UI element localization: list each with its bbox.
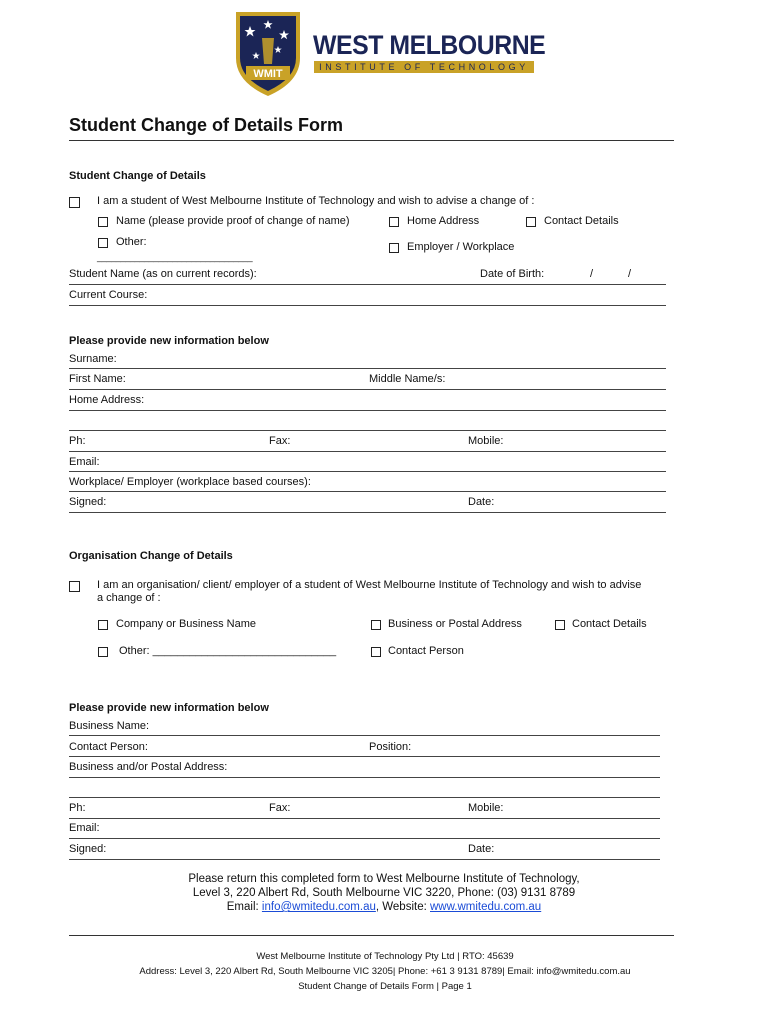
workplace-field-line[interactable] — [69, 491, 666, 492]
footer-line-2: Address: Level 3, 220 Albert Rd, South Melbourne VIC 3205| Phone: +61 3 9131 8789| Email: info@wmitedu.com.au — [139, 966, 631, 977]
other-label: Other: — [116, 236, 147, 248]
contact-person-checkbox[interactable] — [371, 647, 381, 657]
org-ph-label: Ph: — [69, 802, 86, 814]
org-declaration-line-2: a change of : — [97, 592, 161, 604]
return-note — [69, 872, 699, 914]
middle-names-label: Middle Name/s: — [369, 373, 446, 385]
home-address-field-line-1[interactable] — [69, 410, 666, 411]
first-name-label: First Name: — [69, 373, 126, 385]
contact-person-field-line[interactable] — [69, 756, 660, 757]
student-declaration-checkbox[interactable] — [69, 197, 80, 208]
business-address-checkbox[interactable] — [371, 620, 381, 630]
logo-text: WMIT — [253, 68, 283, 80]
home-address-label: Home Address — [407, 215, 480, 227]
email-field-line[interactable] — [69, 471, 666, 472]
website-prefix: , Website: — [375, 901, 430, 913]
footer-line-1: West Melbourne Institute of Technology Pty Ltd | RTO: 45639 — [256, 951, 514, 962]
org-signed-field-line[interactable] — [69, 859, 660, 860]
name-change-label: Name (please provide proof of change of name) — [116, 215, 350, 227]
employer-checkbox[interactable] — [389, 243, 399, 253]
org-contact-details-label: Contact Details — [572, 618, 647, 630]
home-address-field-line-2[interactable] — [69, 430, 666, 431]
postal-address-label: Business and/or Postal Address: — [69, 761, 228, 773]
employer-label: Employer / Workplace — [407, 241, 515, 253]
org-date-label: Date: — [468, 843, 495, 855]
dob-separator-2: / — [628, 268, 632, 280]
signed-field-line[interactable] — [69, 512, 666, 513]
website-link[interactable]: www.wmitedu.com.au — [430, 901, 542, 913]
contact-person-field-label: Contact Person: — [69, 741, 148, 753]
dob-separator-1: / — [590, 268, 594, 280]
org-declaration-line-1: I am an organisation/ client/ employer of a student of West Melbourne Institute of Technology and wish to advise — [97, 579, 642, 591]
position-label: Position: — [369, 741, 412, 753]
org-email-field-line[interactable] — [69, 838, 660, 839]
contact-details-checkbox[interactable] — [526, 217, 536, 227]
company-name-checkbox[interactable] — [98, 620, 108, 630]
contact-person-label: Contact Person — [388, 645, 464, 657]
home-address-checkbox[interactable] — [389, 217, 399, 227]
org-fax-label: Fax: — [269, 802, 291, 814]
footer-line-3: Student Change of Details Form | Page 1 — [298, 981, 472, 992]
org-other-label: Other: ______________________________ — [119, 645, 337, 657]
footer-divider — [69, 935, 674, 936]
student-name-field-line[interactable] — [69, 284, 666, 285]
form-title: Student Change of Details Form — [69, 115, 344, 135]
email-prefix: Email: — [226, 901, 262, 913]
org-email-label: Email: — [69, 822, 100, 834]
mobile-label: Mobile: — [468, 435, 504, 447]
other-line[interactable]: _________________________________ — [97, 252, 253, 262]
business-address-label: Business or Postal Address — [388, 618, 522, 630]
wmit-shield-logo — [232, 8, 304, 98]
footer — [40, 949, 730, 994]
title-divider — [69, 140, 674, 141]
surname-label: Surname: — [69, 353, 117, 365]
names-field-line[interactable] — [69, 389, 666, 390]
postal-address-field-line-2[interactable] — [69, 797, 660, 798]
org-new-info-heading: Please provide new information below — [69, 702, 269, 714]
student-new-info-heading: Please provide new information below — [69, 335, 269, 347]
surname-field-line[interactable] — [69, 368, 666, 369]
workplace-label: Workplace/ Employer (workplace based courses): — [69, 476, 311, 488]
student-section-heading: Student Change of Details — [69, 170, 206, 182]
student-name-label: Student Name (as on current records): — [69, 268, 257, 280]
brand-name: WEST MELBOURNE — [313, 30, 546, 60]
org-other-checkbox[interactable] — [98, 647, 108, 657]
other-checkbox[interactable] — [98, 238, 108, 248]
current-course-field-line[interactable] — [69, 305, 666, 306]
org-declaration-checkbox[interactable] — [69, 581, 80, 592]
postal-address-field-line-1[interactable] — [69, 777, 660, 778]
return-note-line-3 — [69, 900, 699, 914]
org-mobile-label: Mobile: — [468, 802, 504, 814]
org-section-heading: Organisation Change of Details — [69, 550, 233, 562]
business-name-label: Business Name: — [69, 720, 150, 732]
email-label: Email: — [69, 456, 100, 468]
brand-subtitle: INSTITUTE OF TECHNOLOGY — [314, 61, 534, 73]
org-contact-details-checkbox[interactable] — [555, 620, 565, 630]
dob-label: Date of Birth: — [480, 268, 545, 280]
date-label: Date: — [468, 496, 495, 508]
org-signed-label: Signed: — [69, 843, 107, 855]
business-name-field-line[interactable] — [69, 735, 660, 736]
org-phone-field-line[interactable] — [69, 818, 660, 819]
contact-details-label: Contact Details — [544, 215, 619, 227]
current-course-label: Current Course: — [69, 289, 148, 301]
fax-label: Fax: — [269, 435, 291, 447]
return-note-line-1: Please return this completed form to West Melbourne Institute of Technology, — [188, 873, 580, 885]
email-link[interactable]: info@wmitedu.com.au — [261, 901, 376, 913]
return-note-line-2: Level 3, 220 Albert Rd, South Melbourne VIC 3220, Phone: (03) 9131 8789 — [192, 887, 576, 899]
company-name-label: Company or Business Name — [116, 618, 257, 630]
phone-field-line[interactable] — [69, 451, 666, 452]
home-address-field-label: Home Address: — [69, 394, 145, 406]
ph-label: Ph: — [69, 435, 86, 447]
signed-label: Signed: — [69, 496, 107, 508]
name-change-checkbox[interactable] — [98, 217, 108, 227]
student-declaration-text: I am a student of West Melbourne Institute of Technology and wish to advise a change of : — [97, 195, 535, 207]
